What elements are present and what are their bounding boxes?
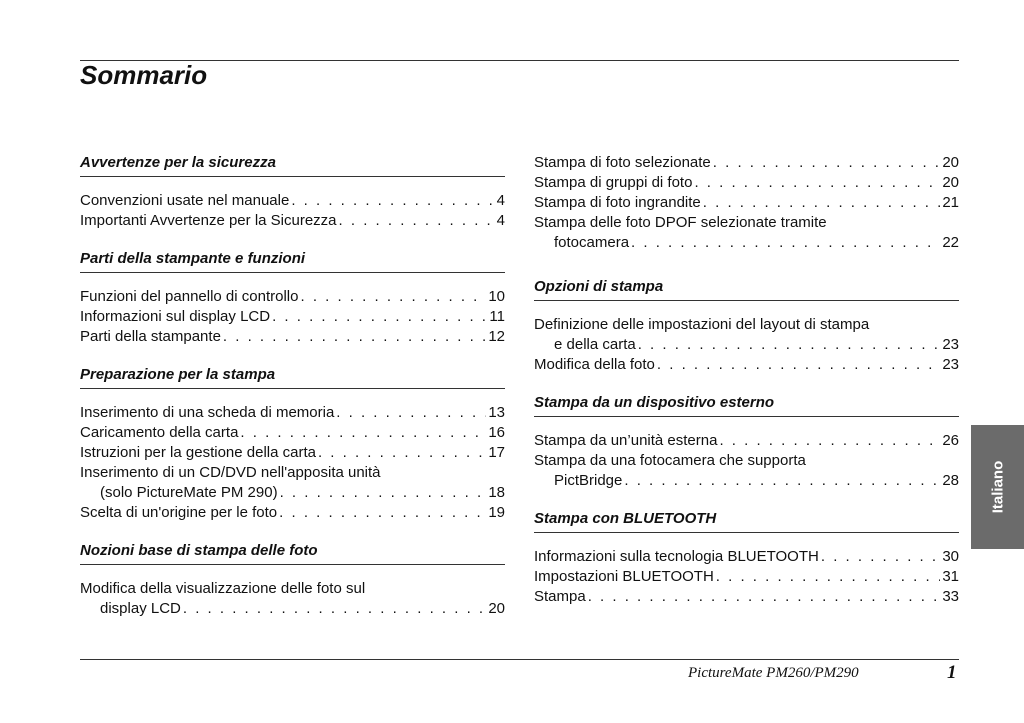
footer-product-name: PictureMate PM260/PM290 <box>688 665 859 681</box>
toc-page-number: 20 <box>942 154 959 171</box>
leader-dots <box>280 483 487 503</box>
section-rule <box>534 300 959 301</box>
toc-entry[interactable] <box>80 503 505 523</box>
toc-entry[interactable] <box>80 423 505 443</box>
section-rule <box>80 272 505 273</box>
leader-dots <box>223 327 486 347</box>
leader-dots <box>318 443 486 463</box>
toc-entry-title: Stampa di gruppi di foto <box>534 174 693 191</box>
toc-page-number: 26 <box>942 432 959 449</box>
footer-page-number: 1 <box>947 662 957 683</box>
toc-entry[interactable] <box>534 355 959 375</box>
toc-entry[interactable] <box>80 327 505 347</box>
section-heading: Stampa da un dispositivo esterno <box>534 394 775 411</box>
toc-entry[interactable] <box>80 403 505 423</box>
toc-section <box>80 365 505 523</box>
toc-entry[interactable] <box>534 173 959 193</box>
toc-page-number: 31 <box>942 568 959 585</box>
section-entries <box>534 431 959 491</box>
toc-entry[interactable] <box>534 567 959 587</box>
top-rule <box>80 60 959 61</box>
leader-dots <box>703 193 941 213</box>
toc-entry-title: Informazioni sul display LCD <box>80 308 271 325</box>
leader-dots <box>638 335 941 355</box>
leader-dots <box>183 599 486 619</box>
toc-entry[interactable] <box>80 191 505 211</box>
toc-entry[interactable] <box>80 307 505 327</box>
section-heading: Nozioni base di stampa delle foto <box>80 542 318 559</box>
toc-page-number: 4 <box>496 212 505 229</box>
toc-page-number: 20 <box>942 174 959 191</box>
leader-dots <box>300 287 486 307</box>
section-heading: Parti della stampante e funzioni <box>80 250 306 267</box>
intro-entries <box>534 153 959 253</box>
leader-dots <box>657 355 940 375</box>
section-entries <box>80 403 505 523</box>
toc-entry[interactable] <box>80 211 505 231</box>
section-rule <box>80 176 505 177</box>
toc-entry-title: Parti della stampante <box>80 328 221 345</box>
toc-entry[interactable] <box>534 431 959 451</box>
toc-section <box>534 277 959 375</box>
toc-left-column <box>80 153 505 619</box>
toc-entry-title: Informazioni sulla tecnologia BLUETOOTH <box>534 548 819 565</box>
toc-page-number: 21 <box>942 194 959 211</box>
section-rule <box>534 416 959 417</box>
leader-dots <box>624 471 940 491</box>
toc-entry-continuation: PictBridge <box>554 472 623 489</box>
toc-page-number: 10 <box>488 288 505 305</box>
leader-dots <box>821 547 940 567</box>
toc-entry[interactable] <box>534 587 959 607</box>
toc-entry[interactable] <box>534 153 959 173</box>
leader-dots <box>716 567 941 587</box>
toc-page-number: 22 <box>942 234 959 251</box>
toc-entry[interactable] <box>80 287 505 307</box>
toc-entry-title: Inserimento di una scheda di memoria <box>80 404 335 421</box>
toc-entry[interactable] <box>534 193 959 213</box>
toc-entry-title: Stampa <box>534 588 586 605</box>
toc-page-number: 16 <box>488 424 505 441</box>
toc-page-number: 4 <box>496 192 505 209</box>
toc-page-number: 18 <box>488 484 505 501</box>
leader-dots <box>719 431 940 451</box>
toc-page-number: 28 <box>942 472 959 489</box>
toc-entry[interactable] <box>534 335 959 355</box>
bottom-rule <box>80 659 959 660</box>
toc-section <box>534 393 959 491</box>
toc-entry-title: Stampa di foto selezionate <box>534 154 711 171</box>
section-heading: Avvertenze per la sicurezza <box>80 154 276 171</box>
leader-dots <box>588 587 941 607</box>
toc-entry-title: Impostazioni BLUETOOTH <box>534 568 714 585</box>
page-title: Sommario <box>80 60 208 90</box>
toc-entry-continuation: (solo PictureMate PM 290) <box>100 484 278 501</box>
leader-dots <box>713 153 941 173</box>
leader-dots <box>240 423 486 443</box>
toc-page-number: 11 <box>489 308 505 325</box>
toc-page-number: 33 <box>942 588 959 605</box>
leader-dots <box>694 173 940 193</box>
leader-dots <box>336 403 486 423</box>
section-entries <box>80 191 505 231</box>
toc-entry[interactable] <box>534 547 959 567</box>
toc-entry-title: Modifica della foto <box>534 356 655 373</box>
section-heading: Opzioni di stampa <box>534 278 664 295</box>
toc-page-number: 12 <box>488 328 505 345</box>
section-heading: Preparazione per la stampa <box>80 366 276 383</box>
toc-page-number: 19 <box>488 504 505 521</box>
toc-page-number: 13 <box>488 404 505 421</box>
language-tab[interactable] <box>971 425 1024 549</box>
toc-right-column <box>534 153 959 607</box>
toc-entry-continuation: display LCD <box>100 600 181 617</box>
section-rule <box>534 532 959 533</box>
toc-page-number: 17 <box>488 444 505 461</box>
toc-page-number: 30 <box>942 548 959 565</box>
toc-entry-title: Stampa da un’unità esterna <box>534 432 718 449</box>
toc-entry[interactable] <box>80 443 505 463</box>
toc-entry-title: Stampa da una fotocamera che supporta <box>534 452 806 469</box>
toc-page-number: 23 <box>942 336 959 353</box>
toc-entry-title: Convenzioni usate nel manuale <box>80 192 290 209</box>
section-rule <box>80 564 505 565</box>
section-entries <box>534 547 959 607</box>
toc-entry-title: Stampa di foto ingrandite <box>534 194 701 211</box>
toc-entry-title: Caricamento della carta <box>80 424 239 441</box>
toc-entry-title: Funzioni del pannello di controllo <box>80 288 299 305</box>
toc-page-number: 20 <box>488 600 505 617</box>
toc-entry-title: Modifica della visualizzazione delle foto sul <box>80 580 366 597</box>
leader-dots <box>631 233 940 253</box>
toc-entry-continuation: fotocamera <box>554 234 630 251</box>
toc-entry[interactable] <box>80 483 505 503</box>
toc-entry-title: Inserimento di un CD/DVD nell'apposita unità <box>80 464 381 481</box>
language-tab-label: Italiano <box>989 460 1006 514</box>
toc-entry-title: Istruzioni per la gestione della carta <box>80 444 316 461</box>
toc-entry-title: Importanti Avvertenze per la Sicurezza <box>80 212 337 229</box>
leader-dots <box>291 191 494 211</box>
toc-entry-continuation: e della carta <box>554 336 636 353</box>
toc-page-number: 23 <box>942 356 959 373</box>
toc-entry[interactable] <box>80 599 505 619</box>
toc-entry-title: Stampa delle foto DPOF selezionate tramite <box>534 214 827 231</box>
section-entries <box>80 579 505 619</box>
section-rule <box>80 388 505 389</box>
section-entries <box>534 315 959 375</box>
leader-dots <box>279 503 486 523</box>
toc-entry-title: Definizione delle impostazioni del layout di stampa <box>534 316 870 333</box>
toc-section <box>80 249 505 347</box>
toc-entry-title: Scelta di un'origine per le foto <box>80 504 278 521</box>
toc-entry[interactable] <box>534 233 959 253</box>
section-heading: Stampa con BLUETOOTH <box>534 510 717 527</box>
toc-entry[interactable] <box>534 471 959 491</box>
toc-section <box>534 509 959 607</box>
leader-dots <box>272 307 487 327</box>
section-entries <box>80 287 505 347</box>
toc-section <box>80 541 505 619</box>
leader-dots <box>339 211 495 231</box>
toc-section <box>80 153 505 231</box>
